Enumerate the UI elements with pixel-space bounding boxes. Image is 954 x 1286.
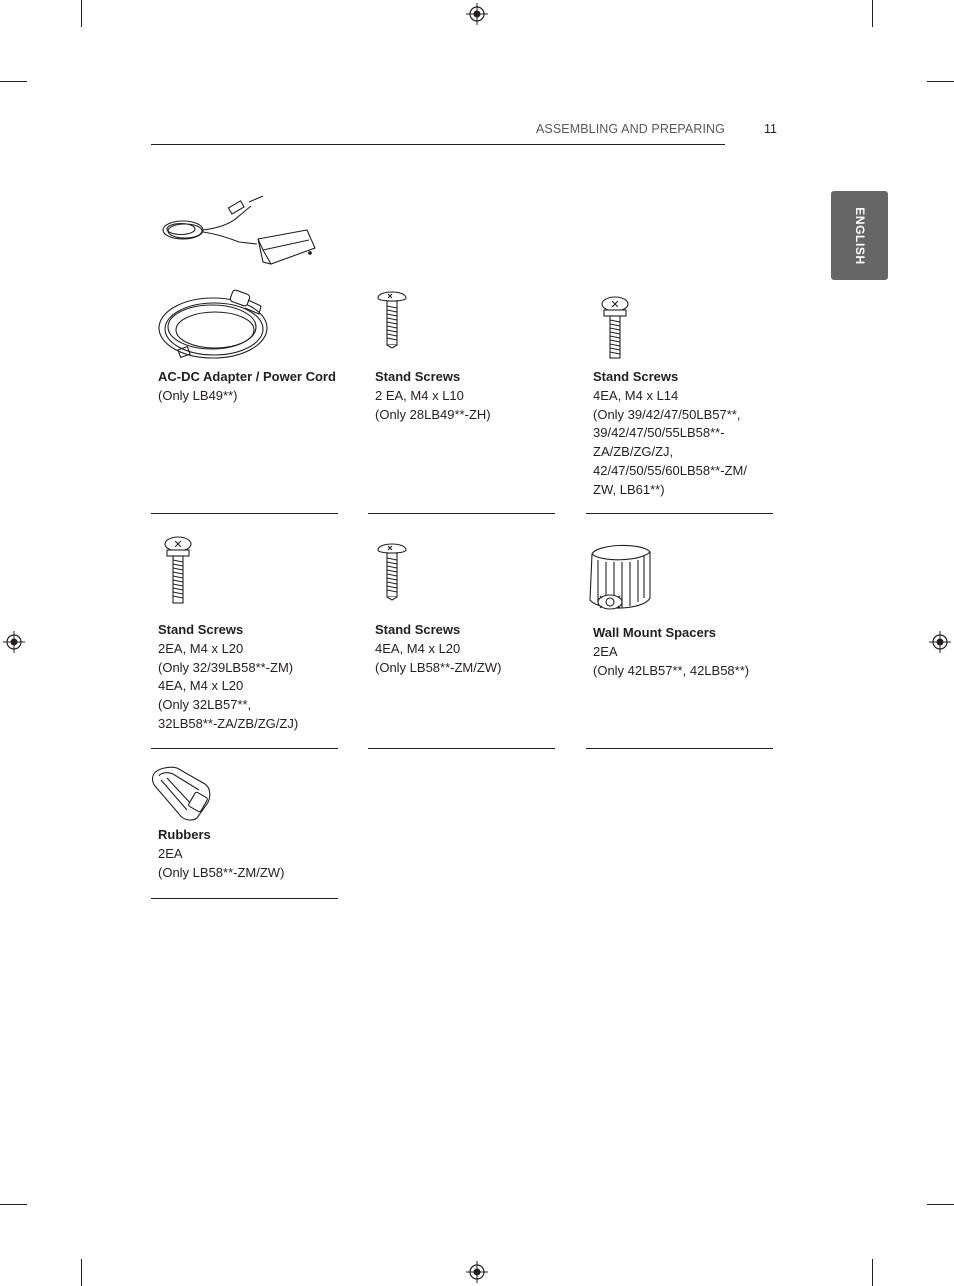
item-detail: (Only LB49**) bbox=[158, 387, 238, 403]
registration-mark-icon bbox=[929, 631, 951, 653]
item-divider bbox=[151, 748, 338, 749]
item-detail: (Only LB58**-ZM/ZW) bbox=[158, 864, 285, 880]
page-number: 11 bbox=[764, 122, 777, 136]
crop-mark bbox=[927, 1204, 954, 1205]
item-detail: ZW, LB61**) bbox=[593, 481, 665, 497]
section-title: ASSEMBLING AND PREPARING bbox=[535, 122, 725, 136]
item-title: AC-DC Adapter / Power Cord bbox=[158, 369, 336, 384]
item-divider bbox=[151, 898, 338, 899]
crop-mark bbox=[81, 1259, 82, 1286]
item-divider bbox=[586, 748, 773, 749]
item-detail: 39/42/47/50/55LB58**- bbox=[593, 425, 725, 441]
item-detail: 4EA, M4 x L20 bbox=[158, 678, 244, 694]
item-detail: (Only 42LB57**, 42LB58**) bbox=[593, 662, 750, 678]
crop-mark bbox=[927, 81, 954, 82]
screw-icon bbox=[376, 540, 408, 602]
power-cord-icon bbox=[157, 286, 275, 364]
item-title: Stand Screws bbox=[593, 369, 679, 384]
item-detail: (Only LB58**-ZM/ZW) bbox=[375, 659, 502, 675]
item-detail: (Only 32LB57**, bbox=[158, 697, 252, 713]
item-detail: (Only 28LB49**-ZH) bbox=[375, 406, 491, 422]
crop-mark bbox=[81, 0, 82, 27]
registration-mark-icon bbox=[466, 3, 488, 25]
crop-mark bbox=[872, 1259, 873, 1286]
registration-mark-icon bbox=[466, 1261, 488, 1283]
item-divider bbox=[151, 513, 338, 514]
item-title: Stand Screws bbox=[375, 369, 461, 384]
item-detail: 4EA, M4 x L20 bbox=[375, 640, 461, 656]
item-title: Stand Screws bbox=[158, 622, 244, 637]
crop-mark bbox=[0, 81, 27, 82]
header-rule bbox=[151, 144, 725, 145]
crop-mark bbox=[872, 0, 873, 27]
ac-dc-adapter-icon bbox=[159, 192, 319, 282]
item-detail: 2 EA, M4 x L10 bbox=[375, 387, 464, 403]
item-detail: 32LB58**-ZA/ZB/ZG/ZJ) bbox=[158, 715, 299, 731]
item-detail: 2EA, M4 x L20 bbox=[158, 640, 244, 656]
item-title: Stand Screws bbox=[375, 622, 461, 637]
item-divider bbox=[586, 513, 773, 514]
screw-icon bbox=[600, 296, 630, 360]
wall-mount-spacer-icon bbox=[586, 540, 654, 616]
language-tab-label: ENGLISH bbox=[852, 206, 867, 265]
item-detail: 2EA bbox=[158, 845, 183, 861]
registration-mark-icon bbox=[3, 631, 25, 653]
item-detail: 42/47/50/55/60LB58**-ZM/ bbox=[593, 462, 747, 478]
screw-icon bbox=[376, 288, 408, 350]
screw-icon bbox=[163, 536, 193, 606]
item-detail: 4EA, M4 x L14 bbox=[593, 387, 679, 403]
item-title: Rubbers bbox=[158, 827, 211, 842]
item-divider bbox=[368, 513, 555, 514]
item-detail: ZA/ZB/ZG/ZJ, bbox=[593, 444, 674, 460]
item-detail: 2EA bbox=[593, 643, 618, 659]
rubber-icon bbox=[151, 764, 213, 822]
item-detail: (Only 32/39LB58**-ZM) bbox=[158, 659, 294, 675]
crop-mark bbox=[0, 1204, 27, 1205]
item-title: Wall Mount Spacers bbox=[593, 625, 717, 640]
item-detail: (Only 39/42/47/50LB57**, bbox=[593, 406, 741, 422]
language-tab bbox=[831, 191, 888, 280]
item-divider bbox=[368, 748, 555, 749]
